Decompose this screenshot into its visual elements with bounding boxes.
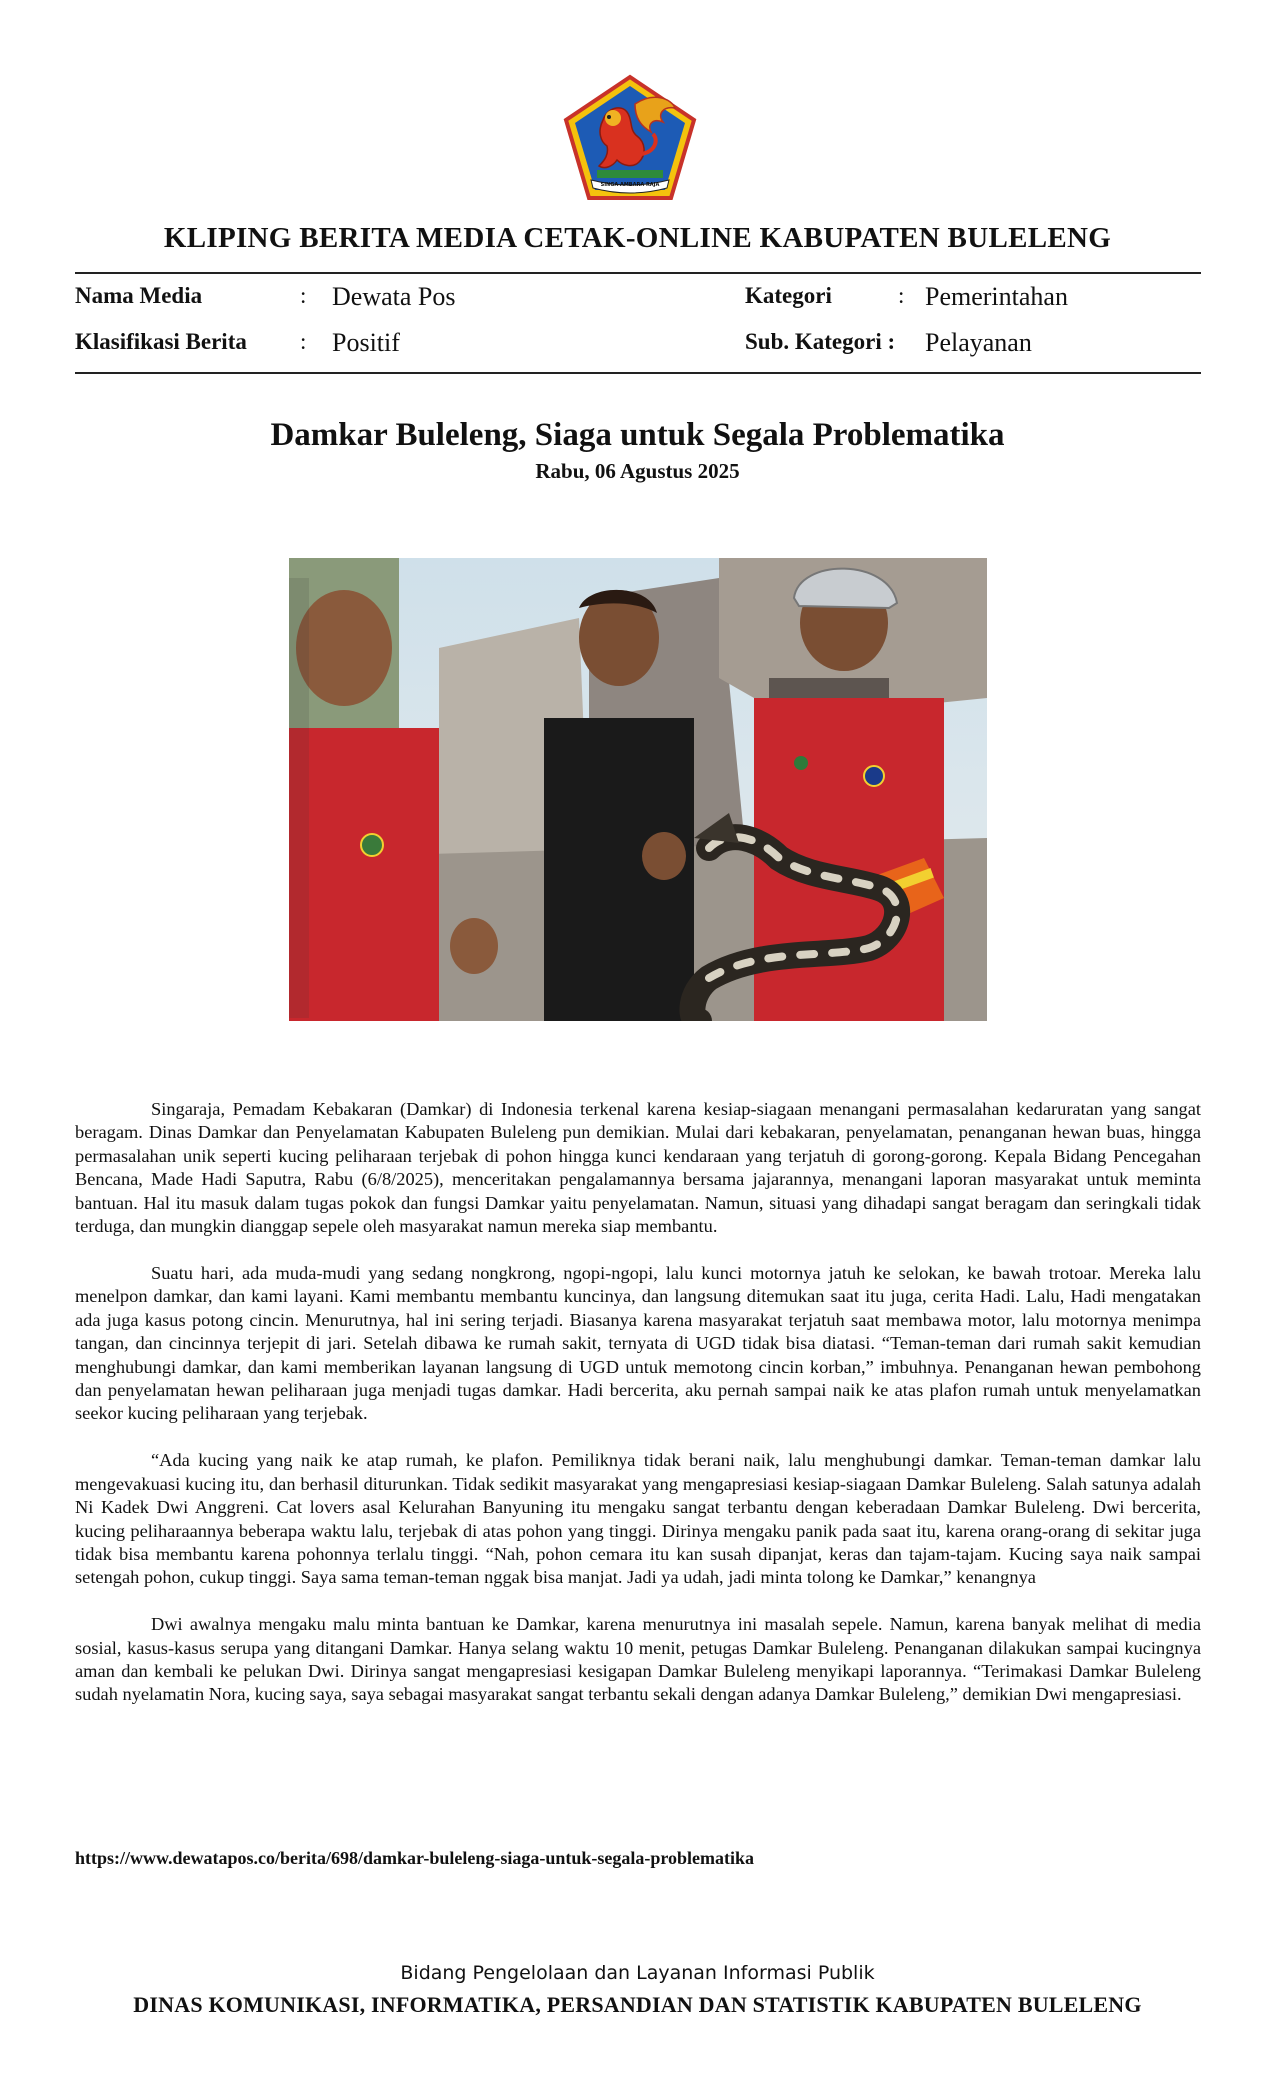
article-paragraph-1: Singaraja, Pemadam Kebakaran (Damkar) di Indonesia terkenal karena kesiap-siagaan menangani permasalahan kedaruratan yang sangat beragam. Dinas Damkar dan Penyelamatan Kabupaten Buleleng pun demikian. Mulai dari kebakaran, penyelamatan, penanganan hewan buas, hingga permasalahan unik seperti kucing peliharaan terjebak di pohon hingga kunci kendaraan yang terjatuh di gorong-gorong. Kepala Bidang Pencegahan Bencana, Made Hadi Saputra, Rabu (6/8/2025), menceritakan pengalamannya bersama jajarannya, menangani laporan masyarakat untuk meminta bantuan. Hal itu masuk dalam tugas pokok dan fungsi Damkar yaitu penyelamatan. Namun, situasi yang dihadapi sangat beragam dan seringkali tidak terduga, dan mungkin dianggap sepele oleh masyarakat namun mereka siap membantu. [75,1099,1201,1237]
nama-media-colon: : [300,283,307,308]
article-paragraph-3: “Ada kucing yang naik ke atap rumah, ke plafon. Pemiliknya tidak berani naik, lalu menghubungi damkar. Teman-teman damkar lalu mengevakuasi kucing itu, dan berhasil diturunkan. Tidak sedikit masyarakat yang mengapresiasi kesiap-siagaan Damkar Buleleng. Salah satunya adalah Ni Kadek Dwi Anggreni. Cat lovers asal Kelurahan Banyuning itu mengaku sangat terbantu dengan keberadaan Damkar Buleleng. Dwi bercerita, kucing peliharaannya beberapa waktu lalu, terjebak di atas pohon yang tinggi. Dirinya mengaku panik pada saat itu, karena orang-orang di sekitar juga tidak bisa membantu karena pohonnya terlalu tinggi. “Nah, pohon cemara itu kan susah dipanjat, keras dan tajam-tajam. Kucing saya naik sampai setengah pohon, cukup tinggi. Saya sama teman-teman nggak bisa manjat. Jadi ya udah, jadi minta tolong ke Damkar,” kenangnya [75,1450,1201,1588]
klasifikasi-label: Klasifikasi Berita [75,329,247,354]
nama-media-value: Dewata Pos [332,282,456,311]
klasifikasi-value: Positif [332,328,400,357]
sub-kategori-value: Pelayanan [925,328,1032,357]
bottom-divider [75,372,1201,374]
footer-unit: Bidang Pengelolaan dan Layanan Informasi Publik [400,1962,875,1984]
logo-motto: SINGA AMBARA RAJA [600,182,660,188]
sub-kategori-label: Sub. Kategori : [745,329,896,354]
kategori-colon: : [898,283,905,308]
top-divider [75,272,1201,274]
article-photo [289,558,987,1021]
klasifikasi-colon: : [300,329,307,354]
buleleng-coat-of-arms-logo [563,74,697,202]
footer-agency: DINAS KOMUNIKASI, INFORMATIKA, PERSANDIAN DAN STATISTIK KABUPATEN BULELENG [133,1992,1142,2017]
article-body [75,1098,1201,1730]
kategori-label: Kategori [745,283,832,308]
document-title: KLIPING BERITA MEDIA CETAK-ONLINE KABUPATEN BULELENG [163,222,1112,254]
article-paragraph-2: Suatu hari, ada muda-mudi yang sedang nongkrong, ngopi-ngopi, lalu kunci motornya jatuh ke selokan, ke bawah trotoar. Mereka lalu menelpon damkar, dan kami layani. Kami membantu membantu kuncinya, dan langsung ditemukan saat itu juga, cerita Hadi. Lalu, Hadi mengatakan ada juga kasus potong cincin. Menurutnya, hal ini sering terjadi. Biasanya karena masyarakat terjatuh saat membawa motor, lalu motornya menimpa tangan, dan cincinnya terjepit di jari. Setelah dibawa ke rumah sakit, ternyata di UGD tidak bisa diatasi. “Teman-teman dari rumah sakit kemudian menghubungi damkar, dan kami memberikan layanan langsung di UGD untuk memotong cincin korban,” imbuhnya. Penanganan hewan pembohong dan penyelamatan hewan peliharaan juga menjadi tugas damkar. Hadi bercerita, aku pernah sampai naik ke atas plafon rumah untuk menyelamatkan seekor kucing peliharaan yang terjebak. [75,1262,1201,1424]
article-paragraph-4: Dwi awalnya mengaku malu minta bantuan ke Damkar, karena menurutnya ini masalah sepele. Namun, karena banyak melihat di media sosial, kasus-kasus serupa yang ditangani Damkar. Hanya selang waktu 10 menit, petugas Damkar Buleleng. Penanganan dilakukan sampai kucingnya aman dan kembali ke pelukan Dwi. Dirinya sangat mengapresiasi kesigapan Damkar Buleleng menyikapi laporannya. “Terimakasi Damkar Buleleng sudah nyelamatin Nora, kucing saya, saya sebagai masyarakat sangat terbantu sekali dengan adanya Damkar Buleleng,” demikian Dwi mengapresiasi. [75,1614,1201,1705]
kategori-value: Pemerintahan [925,282,1068,311]
nama-media-label: Nama Media [75,283,203,308]
article-headline: Damkar Buleleng, Siaga untuk Segala Problematika [270,417,1005,453]
article-date: Rabu, 06 Agustus 2025 [535,459,740,483]
source-url: https://www.dewatapos.co/berita/698/damkar-buleleng-siaga-untuk-segala-problematika [75,1848,755,1868]
